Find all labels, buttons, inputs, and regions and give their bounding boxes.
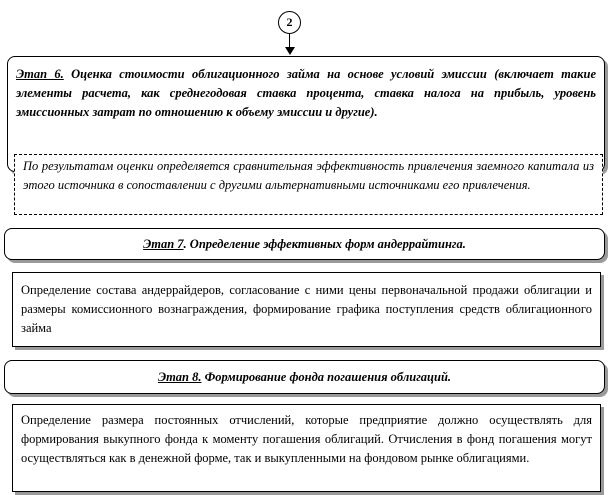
connector-circle	[278, 11, 301, 34]
stage-7-description-text: Определение состава андеррайдеров, согласование с ними цены первоначальной продажи облигации и размеры комиссионного вознаграждения, формирование графика поступления средств облигационного займа	[21, 283, 592, 335]
connector-label: 2	[286, 15, 293, 29]
stage-8-description-text: Определение размера постоянных отчислений, которые предприятие должно осуществлять для формирования выкупного фонда к моменту погашения облигаций. Отчисления в фонд погашения могут осуществляться как в денежной форме, так и выкупленными на фондовом рынке облигациями.	[21, 413, 592, 465]
stage-8-text: Формирование фонда погашения облигаций.	[201, 369, 452, 384]
stage-8-description	[12, 404, 601, 492]
stage-7-text: . Определение эффективных форм андеррайтинга.	[183, 236, 466, 251]
stage-7-box	[4, 228, 605, 260]
stage-8-prefix: Этап 8.	[157, 369, 202, 384]
stage-7-description	[12, 272, 601, 347]
stage-6-text: Оценка стоимости облигационного займа на основе условий эмиссии (включает такие элементы расчета, как среднегодовая ставка процента, ставка налога на прибыль, уровень эмиссионных затрат по отношению к объему эмиссии и другие).	[16, 67, 596, 119]
stage-8-box	[4, 360, 605, 394]
stage-7-prefix: Этап 7	[143, 236, 184, 251]
assessment-note	[14, 154, 603, 215]
arrow-down-icon	[285, 47, 295, 55]
stage-6-prefix: Этап 6.	[16, 67, 64, 81]
assessment-note-text: По результатам оценки определяется сравнительная эффективность привлечения заемного капитала из этого источника в сопоставлении с другими альтернативными источниками его привлечения.	[23, 159, 594, 192]
